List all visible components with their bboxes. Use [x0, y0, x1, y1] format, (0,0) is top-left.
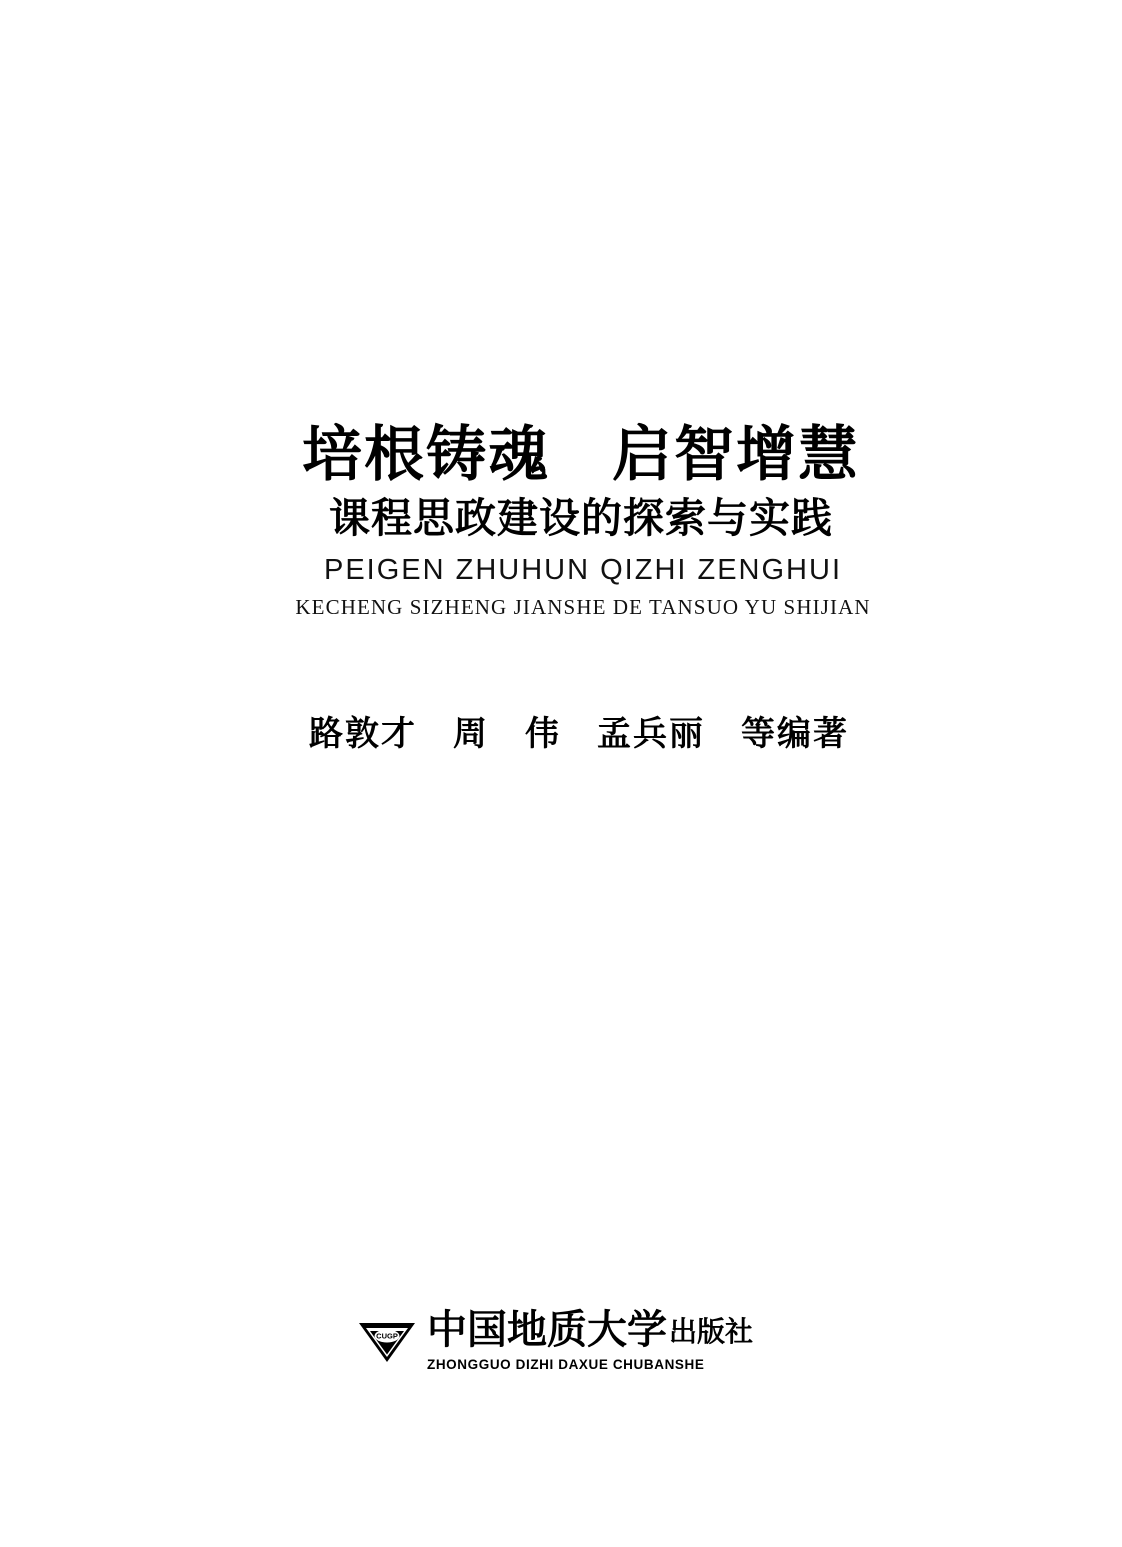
page-subtitle: 课程思政建设的探索与实践 — [329, 493, 833, 542]
publisher-inner — [357, 1306, 753, 1372]
page-title: 培根铸魂 启智增慧 — [302, 420, 860, 490]
publisher-name — [426, 1306, 753, 1353]
publisher-name-main: 中国地质大学 — [426, 1306, 667, 1353]
title-block — [0, 420, 1122, 620]
title-pinyin: PEIGEN ZHUHUN QIZHI ZENGHUI — [323, 554, 842, 587]
publisher-text — [426, 1306, 753, 1372]
subtitle-pinyin: KECHENG SIZHENG JIANSHE DE TANSUO YU SHIJIAN — [295, 595, 871, 620]
svg-text:CUGP: CUGP — [376, 1331, 398, 1341]
publisher-name-suffix: 出版社 — [668, 1315, 753, 1348]
publisher-block — [0, 1306, 1122, 1372]
author-line: 路敦才 周 伟 孟兵丽 等编著 — [309, 714, 849, 754]
publisher-name-pinyin: ZHONGGUO DIZHI DAXUE CHUBANSHE — [426, 1357, 705, 1372]
publisher-logo-icon — [357, 1316, 417, 1364]
